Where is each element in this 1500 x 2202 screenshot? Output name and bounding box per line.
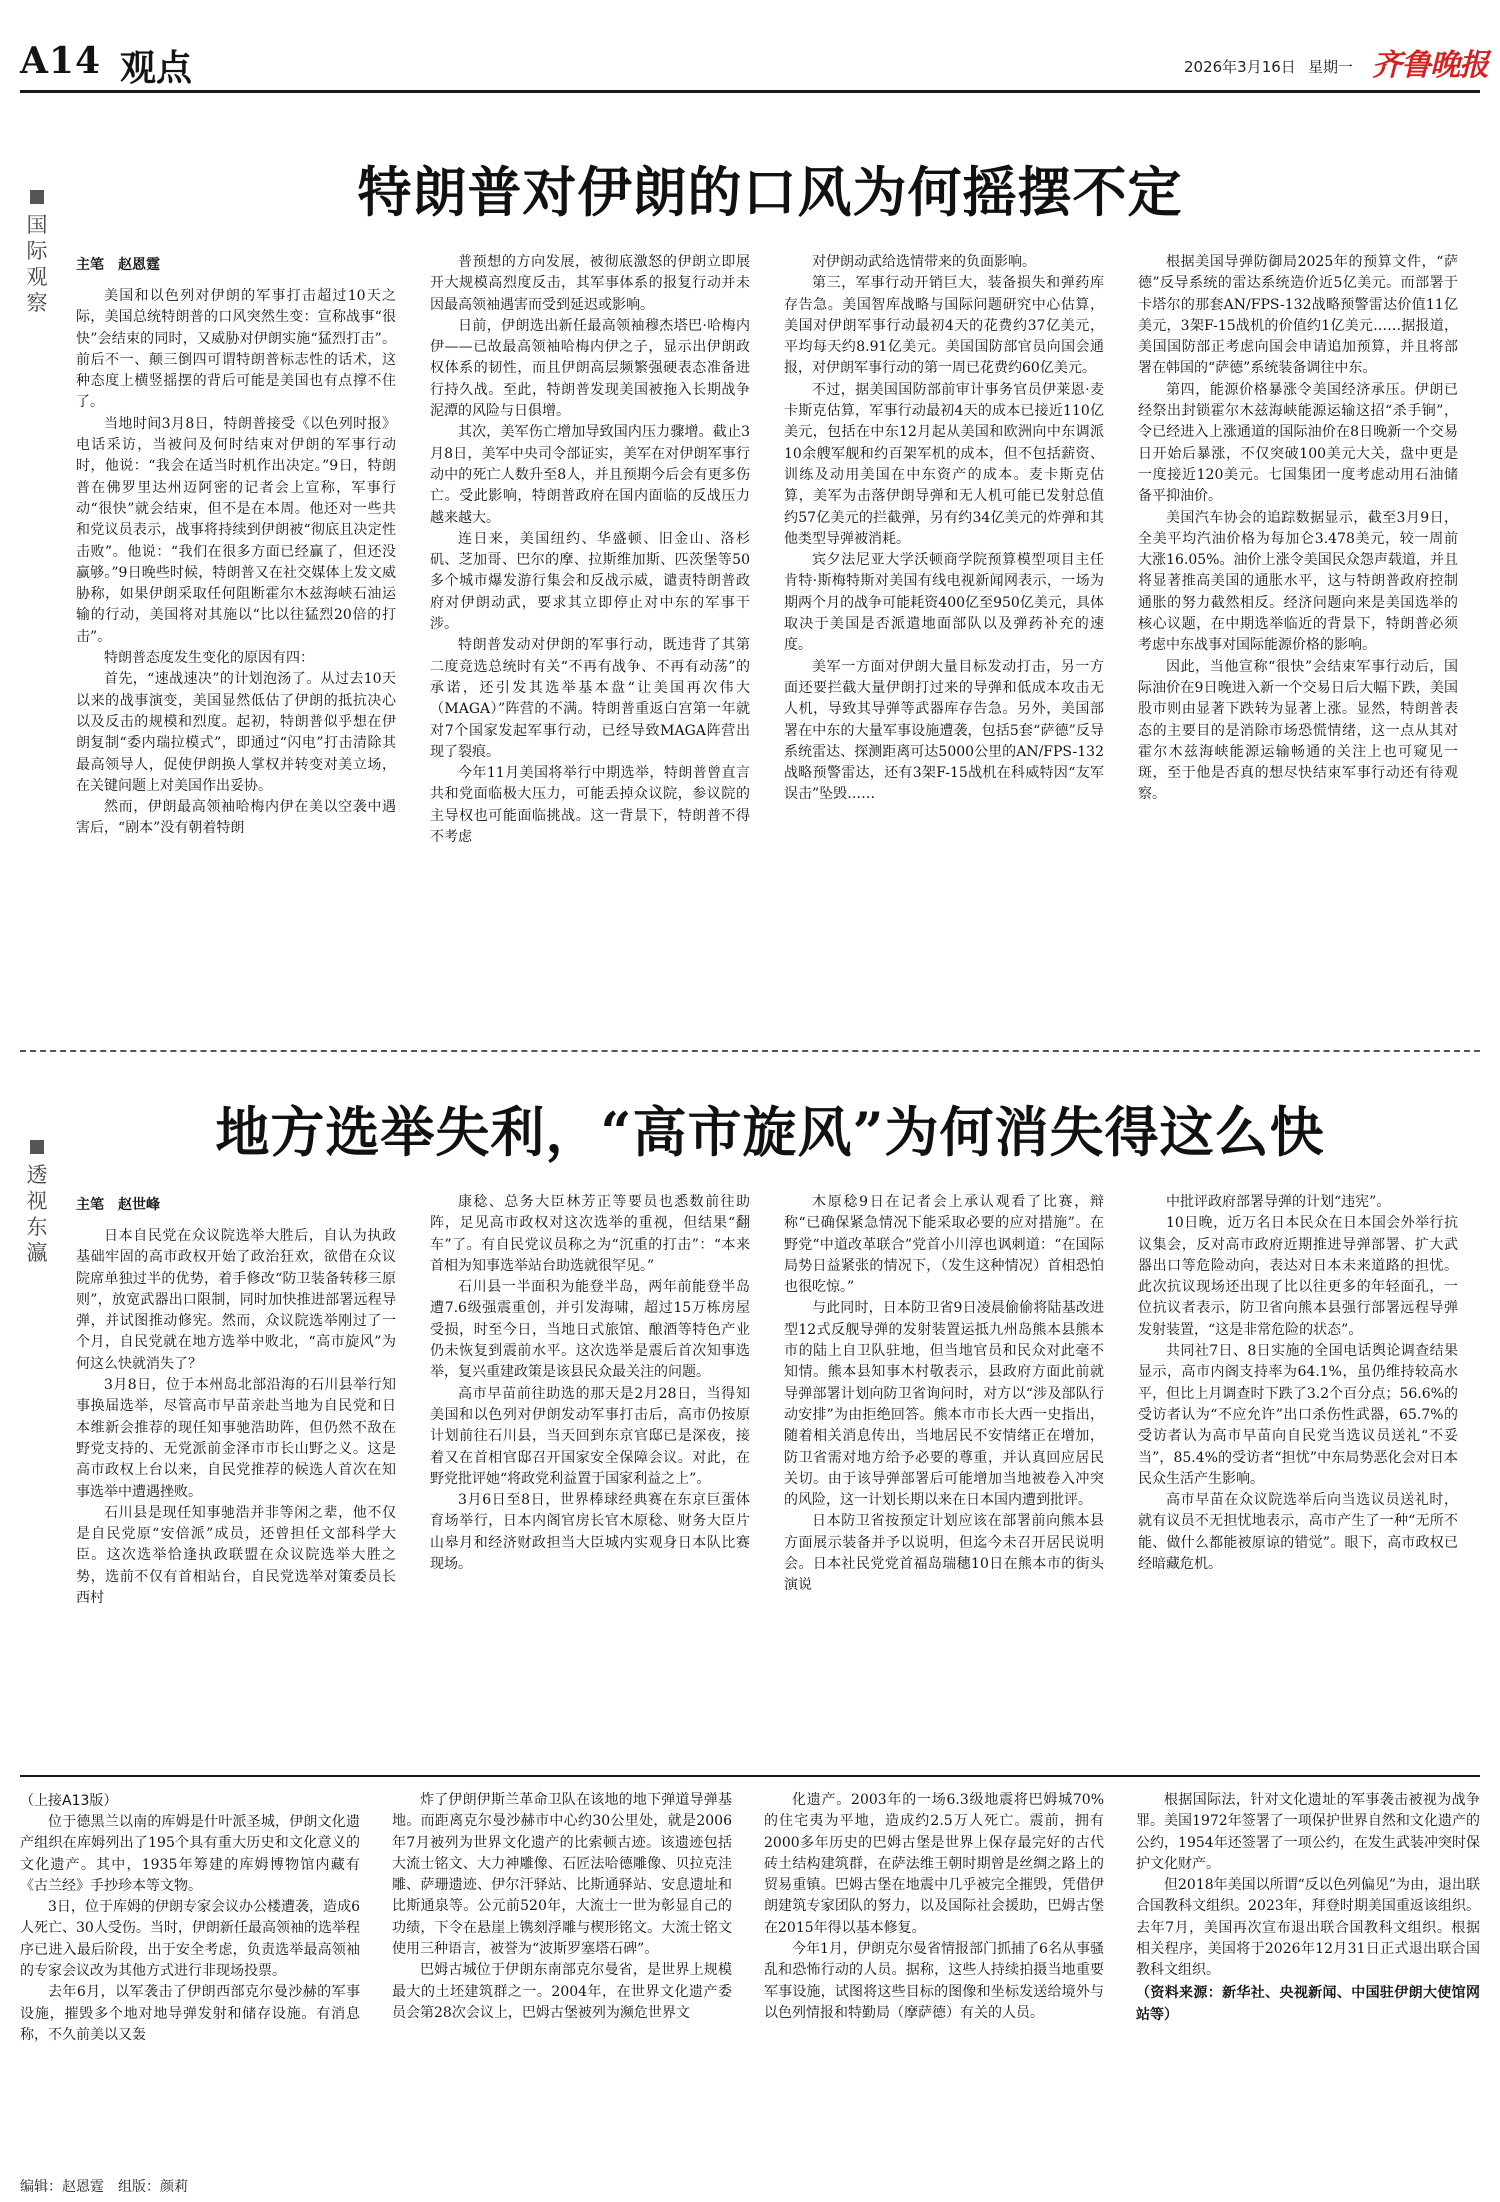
paragraph: 与此同时，日本防卫省9日凌晨偷偷将陆基改进型12式反舰导弹的发射装置运抵九州岛熊本县熊本市的陆上自卫队驻地，但当地官员和民众对此毫不知情。熊本县知事木村敬表示，县政府方面此前就导弹部署计划向防卫省询问时，对方以“涉及部队行动安排”为由拒绝回答。熊本市市长大西一史指出，随着相关消息传出，当地居民不安情绪正在增加，防卫省需对地方给予必要的尊重，并认真回应居民关切。由于该导弹部署后可能增加当地被卷入冲突的风险，这一计划长期以来在日本国内遭到批评。	[784, 1300, 1104, 1509]
paragraph: 位于德黑兰以南的库姆是什叶派圣城，伊朗文化遗产组织在库姆列出了195个具有重大历史和文化意义的文化遗产。其中，1935年筹建的库姆博物馆内藏有《古兰经》手抄珍本等文物。	[20, 1814, 360, 1894]
paragraph: 木原稔9日在记者会上承认观看了比赛，辩称“已确保紧急情况下能采取必要的应对措施”。在野党“中道改革联合”党首小川淳也讽刺道：“在国际局势日益紧张的情况下，（发生这种情况）首相恐怕也很吃惊。”	[784, 1194, 1104, 1296]
header-rule	[20, 90, 1480, 93]
paragraph: 因此，当他宣称“很快”会结束军事行动后，国际油价在9日晚进入新一个交易日后大幅下跌，美国股市则由显著下跌转为显著上涨。显然，特朗普表态的主要目的是消除市场恐慌情绪，这一点从其对霍尔木兹海峡能源运输畅通的关注上也可窥见一斑，至于他是否真的想尽快结束军事行动还有待观察。	[1138, 658, 1458, 803]
paragraph: 3月8日，位于本州岛北部沿海的石川县举行知事换届选举，尽管高市早苗亲赴当地为自民党和日本维新会推荐的现任知事驰浩助阵，但仍然不敌在野党支持的、无党派前金泽市市长山野之义。这是高市政权上台以来，自民党推荐的候选人首次在知事选举中遭遇挫败。	[76, 1377, 396, 1500]
issue-date: 2026年3月16日	[1184, 58, 1296, 76]
paragraph: 巴姆古城位于伊朗东南部克尔曼省，是世界上规模最大的土坯建筑群之一。2004年，在世界文化遗产委员会第28次会议上，巴姆古堡被列为濒危世界文	[392, 1962, 732, 2021]
headline-2: 地方选举失利，“高市旋风”为何消失得这么快	[215, 1100, 1325, 1164]
paragraph: 10日晚，近万名日本民众在日本国会外举行抗议集会，反对高市政府近期推进导弹部署、扩大武器出口等危险动向，表达对日本未来道路的担忧。此次抗议现场还出现了比以往更多的年轻面孔，一位抗议者表示，防卫省向熊本县强行部署远程导弹发射装置，“这是非常危险的状态”。	[1138, 1215, 1458, 1338]
paragraph: 连日来，美国纽约、华盛顿、旧金山、洛杉矶、芝加哥、巴尔的摩、拉斯维加斯、匹茨堡等50多个城市爆发游行集会和反战示威，谴责特朗普政府对伊朗动武，要求其立即停止对中东的军事干涉。	[430, 530, 750, 633]
continued-column-3	[764, 1790, 1104, 2170]
paragraph: 今年11月美国将举行中期选举，特朗普曾直言共和党面临极大压力，可能丢掉众议院，参议院的主导权也可能面临挑战。这一背景下，特朗普不得不考虑	[430, 765, 750, 846]
paragraph: 炸了伊朗伊斯兰革命卫队在该地的地下弹道导弹基地。而距离克尔曼沙赫市中心约30公里处，就是2006年7月被列为世界文化遗产的比索顿古迹。该遗迹包括大流士铭文、大力神雕像、石匠法哈德雕像、贝拉克洼雕、萨珊遗迹、伊尔汗驿站、比斯通驿站、安息遗址和比斯通泉等。公元前520年，大流士一世为彰显自己的功绩，下令在悬崖上镌刻浮雕与楔形铭文。大流士铭文使用三种语言，被誉为“波斯罗塞塔石碑”。	[392, 1792, 732, 1958]
article1-column-3	[784, 252, 1104, 1004]
paragraph: 化遗产。2003年的一场6.3级地震将巴姆城70%的住宅夷为平地，造成约2.5万人死亡。震前，拥有2000多年历史的巴姆古堡是世界上保存最完好的古代砖土结构建筑群，在萨法维王朝时期曾是丝绸之路上的贸易重镇。巴姆古堡在地震中几乎被完全摧毁，凭借伊朗建筑专家团队的努力，以及国际社会援助，巴姆古堡在2015年得以基本修复。	[764, 1792, 1104, 1936]
continued-tag: （上接A13版）	[20, 1793, 118, 1809]
paragraph: 不过，据美国国防部前审计事务官员伊莱恩·麦卡斯克估算，军事行动最初4天的成本已接近110亿美元，包括在中东12月起从美国和欧洲向中东调派10余艘军舰和约百架军机的成本，但不包括薪资、训练及动用美国在中东资产的成本。麦卡斯克估算，美军为击落伊朗导弹和无人机可能已发射总值约57亿美元的拦截弹，另有约34亿美元的炸弹和其他类型导弹被消耗。	[784, 381, 1104, 547]
paragraph: 特朗普态度发生变化的原因有四：	[104, 650, 314, 667]
paragraph: 特朗普发动对伊朗的军事行动，既违背了其第二度竞选总统时有关“不再有战争、不再有动荡”的承诺，还引发其选举基本盘“让美国再次伟大（MAGA）”阵营的不满。特朗普重返白宫第一年就对7个国家发起军事行动，已经导致MAGA阵营出现了裂痕。	[430, 637, 750, 760]
paragraph: 3日，位于库姆的伊朗专家会议办公楼遭袭，造成6人死亡、30人受伤。当时，伊朗新任最高领袖的选举程序已进入最后阶段，出于安全考虑，负责选举最高领袖的专家会议改为其他方式进行非现场投票。	[20, 1899, 360, 1980]
paragraph: 今年1月，伊朗克尔曼省情报部门抓捕了6名从事骚乱和恐怖行动的人员。据称，这些人持续拍摄当地重要军事设施，试图将这些目标的图像和坐标发送给境外与以色列情报和特勤局（摩萨德）有关的人员。	[764, 1941, 1104, 2021]
paragraph: 其次，美军伤亡增加导致国内压力骤增。截止3月8日，美军中央司令部证实，美军在对伊朗军事行动中的死亡人数升至8人，并且预期今后会有更多伤亡。受此影响，特朗普政府在国内面临的反战压力越来越大。	[430, 424, 750, 526]
paragraph: 宾夕法尼亚大学沃顿商学院预算模型项目主任肯特·斯梅特斯对美国有线电视新闻网表示，一场为期两个月的战争可能耗资400亿至950亿美元，具体取决于美国是否派遣地面部队以及弹药补充的速度。	[784, 552, 1104, 654]
page-number: A14	[20, 40, 102, 82]
article-divider	[20, 1050, 1480, 1052]
paragraph: 中批评政府部署导弹的计划“违宪”。	[1166, 1194, 1391, 1210]
editor-credit: 编辑：赵恩霆 组版：颜莉	[20, 2179, 188, 2195]
paragraph: 日本自民党在众议院选举大胜后，自认为执政基础牢固的高市政权开始了政治狂欢，欲借在众议院席单独过半的优势，着手修改“防卫装备转移三原则”，放宽武器出口限制，同时加快推进部署远程导弹，并试图推动修宪。然而，众议院选举刚过了一个月，自民党就在地方选举中败北，“高市旋风”为何这么快就消失了？	[76, 1228, 396, 1372]
paragraph: 根据国际法，针对文化遗址的军事袭击被视为战争罪。美国1972年签署了一项保护世界自然和文化遗产的公约，1954年还签署了一项公约，在发生武装冲突时保护文化财产。	[1136, 1792, 1480, 1872]
paragraph: 共同社7日、8日实施的全国电话舆论调查结果显示，高市内阁支持率为64.1%，虽仍维持较高水平，但比上月调查时下跌了3.2个百分点；56.6%的受访者认为“不应允许”出口杀伤性武器，65.7%的受访者认为高市早苗向自民党当选议员送礼“不妥当”，85.4%的受访者“担忧”中东局势恶化会对日本民众生活产生影响。	[1138, 1343, 1458, 1487]
article1-column-2	[430, 252, 750, 1004]
label-marker-icon	[30, 1140, 44, 1154]
article1-column-1	[76, 252, 396, 1004]
paragraph: 高市早苗在众议院选举后向当选议员送礼时，就有议员不无担忧地表示，高市产生了一种“无所不能、做什么都能被原谅的错觉”。眼下，高市政权已经暗藏危机。	[1138, 1492, 1458, 1573]
byline-2: 主笔 赵世峰	[76, 1197, 160, 1213]
article2-column-3	[784, 1192, 1104, 1762]
paragraph: 根据美国导弹防御局2025年的预算文件，“萨德”反导系统的雷达系统造价近5亿美元。而部署于卡塔尔的那套AN/FPS-132战略预警雷达价值11亿美元，3架F-15战机的价值约1亿美元……据报道，美国国防部正考虑向国会申请追加预算，并且将部署在韩国的“萨德”系统装备调往中东。	[1138, 254, 1458, 377]
label-marker-icon	[30, 190, 44, 204]
paragraph: 美国汽车协会的追踪数据显示，截至3月9日，全美平均汽油价格为每加仑3.478美元，较一周前大涨16.05%。油价上涨令美国民众怨声载道，并且将显著推高美国的通胀水平，这与特朗普政府控制通胀的努力截然相反。经济问题向来是美国选举的核心议题，在中期选举临近的背景下，特朗普必须考虑中东战事对国际能源价格的影响。	[1138, 509, 1458, 654]
source-note: （资料来源：新华社、央视新闻、中国驻伊朗大使馆网站等）	[1136, 1984, 1480, 2023]
headline-1: 特朗普对伊朗的口风为何摇摆不定	[357, 160, 1183, 224]
paragraph: 首先，“速战速决”的计划泡汤了。从过去10天以来的战事演变，美国显然低估了伊朗的抵抗决心以及反击的规模和烈度。起初，特朗普似乎想在伊朗复制“委内瑞拉模式”，即通过“闪电”打击清除其最高领导人，促使伊朗换人掌权并转变对美立场，在关键问题上对美国作出妥协。	[76, 671, 396, 794]
issue-weekday: 星期一	[1308, 58, 1354, 76]
column-label-text: 透 视 东 瀛	[26, 1163, 48, 1265]
continued-column-2	[392, 1790, 732, 2170]
section-title: 观点	[120, 47, 193, 89]
column-label-text: 国 际 观 察	[26, 213, 48, 315]
byline-1: 主笔 赵恩霆	[76, 257, 160, 273]
paragraph: 去年6月，以军袭击了伊朗西部克尔曼沙赫的军事设施，摧毁多个地对地导弹发射和储存设施。有消息称，不久前美以又轰	[20, 1984, 360, 2043]
continued-column-1	[20, 1790, 360, 2170]
paragraph: 对伊朗动武给选情带来的负面影响。	[812, 254, 1036, 270]
article2-column-1	[76, 1192, 396, 1762]
paragraph: 普预想的方向发展，被彻底激怒的伊朗立即展开大规模高烈度反击，其军事体系的报复行动并未因最高领袖遇害而受到延迟或影响。	[430, 254, 750, 313]
paragraph: 第四，能源价格暴涨令美国经济承压。伊朗已经祭出封锁霍尔木兹海峡能源运输这招“杀手锏”，令已经进入上涨通道的国际油价在8日晚新一个交易日开始后暴涨，不仅突破100美元大关，盘中更是一度接近120美元。七国集团一度考虑动用石油储备平抑油价。	[1138, 381, 1458, 505]
paragraph: 美军一方面对伊朗大量目标发动打击，另一方面还要拦截大量伊朗打过来的导弹和低成本攻击无人机，导致其导弹等武器库存告急。另外，美国部署在中东的大量军事设施遭袭，包括5套“萨德”反导系统雷达、探测距离可达5000公里的AN/FPS-132战略预警雷达，还有3架F-15战机在科威特因“友军误击”坠毁……	[784, 658, 1104, 803]
article2-column-4	[1138, 1192, 1458, 1762]
article2-column-2	[430, 1192, 750, 1762]
paragraph: 第三，军事行动开销巨大，装备损失和弹药库存告急。美国智库战略与国际问题研究中心估算，美国对伊朗军事行动最初4天的花费约37亿美元，平均每天约8.91亿美元。美国国防部官员向国会通报，对伊朗军事行动的第一周已花费约60亿美元。	[784, 275, 1104, 377]
continued-rule	[20, 1775, 1480, 1777]
continued-column-4	[1136, 1790, 1480, 2170]
paragraph: 康稔、总务大臣林芳正等要员也悉数前往助阵，足见高市政权对这次选举的重视，但结果“翻车”了。有自民党议员称之为“沉重的打击”：“本来首相为知事选举站台助选就很罕见。”	[430, 1194, 750, 1274]
paragraph: 日前，伊朗选出新任最高领袖穆杰塔巴·哈梅内伊——已故最高领袖哈梅内伊之子，显示出伊朗政权体系的韧性，而且伊朗高层频繁强硬表态准备进行持久战。至此，特朗普发现美国被拖入长期战争泥潭的风险与日俱增。	[430, 317, 750, 420]
newspaper-logo: 齐鲁晚报	[1372, 48, 1488, 83]
paragraph: 当地时间3月8日，特朗普接受《以色列时报》电话采访，当被问及何时结束对伊朗的军事行动时，他说：“我会在适当时机作出决定。”9日，特朗普在佛罗里达州迈阿密的记者会上宣称，军事行动“很快”就会结束，但不是在本周。他还对一些共和党议员表示，战事将持续到伊朗被“彻底且决定性击败”。他说：“我们在很多方面已经赢了，但还没赢够。”9日晚些时候，特朗普又在社交媒体上发文威胁称，如果伊朗采取任何阻断霍尔木兹海峡石油运输的行动，美国将对其施以“比以往猛烈20倍的打击”。	[76, 415, 396, 645]
paragraph: 日本防卫省按预定计划应该在部署前向熊本县方面展示装备并予以说明，但迄今未召开居民说明会。日本社民党党首福岛瑞穗10日在熊本市的街头演说	[784, 1513, 1104, 1594]
article1-column-4	[1138, 252, 1458, 1004]
paragraph: 3月6日至8日，世界棒球经典赛在东京巨蛋体育场举行，日本内阁官房长官木原稔、财务大臣片山皋月和经济财政担当大臣城内实观身日本队比赛现场。	[430, 1492, 750, 1573]
paragraph: 然而，伊朗最高领袖哈梅内伊在美以空袭中遇害后，“剧本”没有朝着特朗	[76, 799, 396, 837]
paragraph: 美国和以色列对伊朗的军事打击超过10天之际，美国总统特朗普的口风突然生变：宣称战事“很快”会结束的同时，又威胁对伊朗实施“猛烈打击”。前后不一、颠三倒四可谓特朗普标志性的话术，这种态度上横竖摇摆的背后可能是美国也有点撑不住了。	[76, 288, 396, 411]
paragraph: 高市早苗前往助选的那天是2月28日，当得知美国和以色列对伊朗发动军事打击后，高市仍按原计划前往石川县，当天回到东京官邸已是深夜，接着又在首相官邸召开国家安全保障会议。对此，在野党批评她“将政党利益置于国家利益之上”。	[430, 1385, 750, 1487]
paragraph: 石川县是现任知事驰浩并非等闲之辈，他不仅是自民党原“安倍派”成员，还曾担任文部科学大臣。这次选举恰逢执政联盟在众议院选举大胜之势，选前不仅有首相站台，自民党选举对策委员长西村	[76, 1504, 396, 1607]
column-label-2	[24, 1140, 50, 1266]
column-label-1	[24, 190, 50, 316]
paragraph: 石川县一半面积为能登半岛，两年前能登半岛遭7.6级强震重创，并引发海啸，超过15万栋房屋受损，时至今日，当地日式旅馆、酿酒等特色产业仍未恢复到震前水平。这次选举是震后首次知事选举，复兴重建政策是该县民众最关注的问题。	[430, 1279, 750, 1381]
paragraph: 但2018年美国以所谓“反以色列偏见”为由，退出联合国教科文组织。2023年，拜登时期美国重返该组织。去年7月，美国再次宣布退出联合国教科文组织。根据相关程序，美国将于2026年12月31日正式退出联合国教科文组织。	[1136, 1877, 1480, 1979]
